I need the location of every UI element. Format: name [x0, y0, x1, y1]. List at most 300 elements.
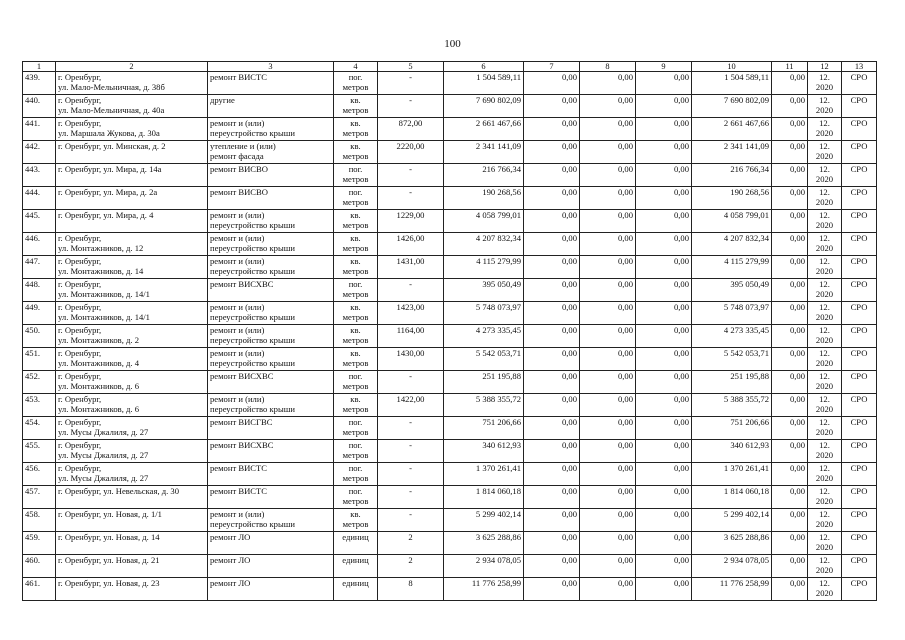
- work-type-cell: [208, 578, 334, 601]
- federal-funds-cell: 0,00: [524, 233, 580, 256]
- owner-funds-cell: 1 814 060,18: [692, 486, 772, 509]
- owner-funds-cell: 4 207 832,34: [692, 233, 772, 256]
- address-cell: [56, 371, 208, 394]
- completion-date-cell: [808, 141, 842, 164]
- regional-funds-cell: 0,00: [580, 72, 636, 95]
- work-type-cell: [208, 187, 334, 210]
- owner-funds-cell: 751 206,66: [692, 417, 772, 440]
- owner-funds-cell: 2 934 078,05: [692, 555, 772, 578]
- other-funds-cell: 0,00: [772, 532, 808, 555]
- owner-funds-cell: 216 766,34: [692, 164, 772, 187]
- regional-funds-cell: 0,00: [580, 95, 636, 118]
- quantity-cell: 2220,00: [378, 141, 444, 164]
- other-funds-cell: 0,00: [772, 118, 808, 141]
- cell-line: 2020: [815, 82, 834, 92]
- cell-line: г. Оренбург,: [58, 95, 102, 105]
- cell-line: 12.: [819, 348, 830, 358]
- cell-line: кв.: [350, 118, 361, 128]
- owner-funds-cell: 11 776 258,99: [692, 578, 772, 601]
- funding-source-cell: СРО: [842, 509, 877, 532]
- local-funds-cell: 0,00: [636, 233, 692, 256]
- total-cost-cell: 216 766,34: [444, 164, 524, 187]
- cell-line: ремонт и (или): [210, 509, 265, 519]
- unit-cell: [334, 555, 378, 578]
- local-funds-cell: 0,00: [636, 486, 692, 509]
- cell-line: пог.: [348, 72, 363, 82]
- federal-funds-cell: 0,00: [524, 302, 580, 325]
- cell-line: переустройство крыши: [210, 266, 295, 276]
- cell-line: пог.: [348, 440, 363, 450]
- cell-line: 12.: [819, 256, 830, 266]
- cell-line: ремонт и (или): [210, 233, 265, 243]
- cell-line: ремонт ВИСВО: [210, 164, 268, 174]
- unit-cell: [334, 256, 378, 279]
- cell-line: г. Оренбург,: [58, 463, 102, 473]
- address-cell: [56, 463, 208, 486]
- cell-line: переустройство крыши: [210, 335, 295, 345]
- quantity-cell: 1229,00: [378, 210, 444, 233]
- work-type-cell: [208, 417, 334, 440]
- unit-cell: [334, 532, 378, 555]
- cell-line: метров: [342, 473, 369, 483]
- cell-line: 2020: [815, 243, 834, 253]
- table-row: [23, 371, 877, 394]
- row-number-cell: 460.: [23, 555, 56, 578]
- cell-line: 12.: [819, 486, 830, 496]
- federal-funds-cell: 0,00: [524, 325, 580, 348]
- address-cell: [56, 141, 208, 164]
- cell-line: ремонт ВИСХВС: [210, 371, 274, 381]
- cell-line: кв.: [350, 233, 361, 243]
- funding-source-cell: СРО: [842, 210, 877, 233]
- cell-line: г. Оренбург,: [58, 394, 102, 404]
- total-cost-cell: 7 690 802,09: [444, 95, 524, 118]
- local-funds-cell: 0,00: [636, 187, 692, 210]
- completion-date-cell: [808, 164, 842, 187]
- address-cell: [56, 187, 208, 210]
- federal-funds-cell: 0,00: [524, 256, 580, 279]
- cell-line: 12.: [819, 279, 830, 289]
- row-number-cell: 454.: [23, 417, 56, 440]
- cell-line: г. Оренбург, ул. Новая, д. 23: [58, 578, 160, 588]
- cell-line: г. Оренбург, ул. Мира, д. 2а: [58, 187, 158, 197]
- regional-funds-cell: 0,00: [580, 555, 636, 578]
- address-cell: [56, 348, 208, 371]
- regional-funds-cell: 0,00: [580, 509, 636, 532]
- cell-line: ул. Монтажников, д. 12: [58, 243, 144, 253]
- work-type-cell: [208, 141, 334, 164]
- cell-line: кв.: [350, 509, 361, 519]
- regional-funds-cell: 0,00: [580, 118, 636, 141]
- federal-funds-cell: 0,00: [524, 417, 580, 440]
- cell-line: г. Оренбург,: [58, 417, 102, 427]
- table-row: [23, 486, 877, 509]
- row-number-cell: 447.: [23, 256, 56, 279]
- cell-line: 12.: [819, 302, 830, 312]
- local-funds-cell: 0,00: [636, 394, 692, 417]
- cell-line: ул. Монтажников, д. 6: [58, 381, 139, 391]
- local-funds-cell: 0,00: [636, 578, 692, 601]
- regional-funds-cell: 0,00: [580, 141, 636, 164]
- cell-line: 2020: [815, 473, 834, 483]
- address-cell: [56, 210, 208, 233]
- cell-line: г. Оренбург, ул. Невельская, д. 30: [58, 486, 179, 496]
- regional-funds-cell: 0,00: [580, 187, 636, 210]
- cell-line: 12.: [819, 555, 830, 565]
- owner-funds-cell: 4 273 335,45: [692, 325, 772, 348]
- unit-cell: [334, 509, 378, 532]
- completion-date-cell: [808, 187, 842, 210]
- other-funds-cell: 0,00: [772, 256, 808, 279]
- table-body: [23, 62, 877, 601]
- cell-line: г. Оренбург,: [58, 302, 102, 312]
- cell-line: 12.: [819, 532, 830, 542]
- cell-line: метров: [342, 450, 369, 460]
- other-funds-cell: 0,00: [772, 279, 808, 302]
- unit-cell: [334, 578, 378, 601]
- local-funds-cell: 0,00: [636, 509, 692, 532]
- cell-line: кв.: [350, 256, 361, 266]
- repair-schedule-table: [22, 61, 877, 601]
- other-funds-cell: 0,00: [772, 348, 808, 371]
- quantity-cell: 2: [378, 532, 444, 555]
- cell-line: 12.: [819, 118, 830, 128]
- federal-funds-cell: 0,00: [524, 141, 580, 164]
- row-number-cell: 445.: [23, 210, 56, 233]
- table-row: [23, 233, 877, 256]
- cell-line: 12.: [819, 187, 830, 197]
- regional-funds-cell: 0,00: [580, 256, 636, 279]
- cell-line: кв.: [350, 348, 361, 358]
- work-type-cell: [208, 118, 334, 141]
- work-type-cell: [208, 72, 334, 95]
- total-cost-cell: 5 299 402,14: [444, 509, 524, 532]
- cell-line: 12.: [819, 95, 830, 105]
- federal-funds-cell: 0,00: [524, 187, 580, 210]
- total-cost-cell: 5 542 053,71: [444, 348, 524, 371]
- federal-funds-cell: 0,00: [524, 279, 580, 302]
- cell-line: ул. Мусы Джалиля, д. 27: [58, 427, 149, 437]
- quantity-cell: 2: [378, 555, 444, 578]
- cell-line: метров: [342, 82, 369, 92]
- completion-date-cell: [808, 371, 842, 394]
- unit-cell: [334, 394, 378, 417]
- header-cell: 4: [334, 62, 378, 72]
- cell-line: метров: [342, 312, 369, 322]
- table-row: [23, 118, 877, 141]
- cell-line: 12.: [819, 394, 830, 404]
- local-funds-cell: 0,00: [636, 532, 692, 555]
- header-cell: 12: [808, 62, 842, 72]
- header-cell: 1: [23, 62, 56, 72]
- cell-line: 2020: [815, 542, 834, 552]
- cell-line: кв.: [350, 325, 361, 335]
- funding-source-cell: СРО: [842, 95, 877, 118]
- funding-source-cell: СРО: [842, 187, 877, 210]
- cell-line: 2020: [815, 128, 834, 138]
- address-cell: [56, 279, 208, 302]
- funding-source-cell: СРО: [842, 348, 877, 371]
- funding-source-cell: СРО: [842, 164, 877, 187]
- owner-funds-cell: 251 195,88: [692, 371, 772, 394]
- row-number-cell: 457.: [23, 486, 56, 509]
- table-row: [23, 141, 877, 164]
- row-number-cell: 456.: [23, 463, 56, 486]
- unit-cell: [334, 440, 378, 463]
- cell-line: переустройство крыши: [210, 404, 295, 414]
- quantity-cell: 1422,00: [378, 394, 444, 417]
- cell-line: пог.: [348, 371, 363, 381]
- unit-cell: [334, 118, 378, 141]
- completion-date-cell: [808, 302, 842, 325]
- unit-cell: [334, 279, 378, 302]
- cell-line: метров: [342, 220, 369, 230]
- regional-funds-cell: 0,00: [580, 394, 636, 417]
- regional-funds-cell: 0,00: [580, 279, 636, 302]
- federal-funds-cell: 0,00: [524, 394, 580, 417]
- cell-line: пог.: [348, 463, 363, 473]
- federal-funds-cell: 0,00: [524, 440, 580, 463]
- cell-line: единиц: [342, 555, 369, 565]
- regional-funds-cell: 0,00: [580, 463, 636, 486]
- federal-funds-cell: 0,00: [524, 210, 580, 233]
- table-row: [23, 440, 877, 463]
- cell-line: 12.: [819, 509, 830, 519]
- row-number-cell: 451.: [23, 348, 56, 371]
- federal-funds-cell: 0,00: [524, 164, 580, 187]
- owner-funds-cell: 5 748 073,97: [692, 302, 772, 325]
- cell-line: 12.: [819, 417, 830, 427]
- work-type-cell: [208, 440, 334, 463]
- owner-funds-cell: 5 299 402,14: [692, 509, 772, 532]
- cell-line: ремонт и (или): [210, 394, 265, 404]
- cell-line: 2020: [815, 565, 834, 575]
- federal-funds-cell: 0,00: [524, 118, 580, 141]
- cell-line: 2020: [815, 519, 834, 529]
- cell-line: г. Оренбург,: [58, 256, 102, 266]
- other-funds-cell: 0,00: [772, 371, 808, 394]
- cell-line: метров: [342, 266, 369, 276]
- total-cost-cell: 2 934 078,05: [444, 555, 524, 578]
- cell-line: 2020: [815, 289, 834, 299]
- total-cost-cell: 751 206,66: [444, 417, 524, 440]
- owner-funds-cell: 5 542 053,71: [692, 348, 772, 371]
- funding-source-cell: СРО: [842, 463, 877, 486]
- cell-line: ремонт ВИСТС: [210, 463, 268, 473]
- cell-line: метров: [342, 404, 369, 414]
- work-type-cell: [208, 371, 334, 394]
- cell-line: г. Оренбург, ул. Минская, д. 2: [58, 141, 166, 151]
- cell-line: 12.: [819, 141, 830, 151]
- work-type-cell: [208, 233, 334, 256]
- address-cell: [56, 302, 208, 325]
- completion-date-cell: [808, 325, 842, 348]
- row-number-cell: 458.: [23, 509, 56, 532]
- completion-date-cell: [808, 417, 842, 440]
- address-cell: [56, 118, 208, 141]
- unit-cell: [334, 371, 378, 394]
- quantity-cell: 1164,00: [378, 325, 444, 348]
- header-cell: 10: [692, 62, 772, 72]
- total-cost-cell: 1 814 060,18: [444, 486, 524, 509]
- address-cell: [56, 417, 208, 440]
- header-cell: 6: [444, 62, 524, 72]
- cell-line: г. Оренбург,: [58, 348, 102, 358]
- cell-line: 2020: [815, 312, 834, 322]
- cell-line: 12.: [819, 463, 830, 473]
- header-cell: 8: [580, 62, 636, 72]
- address-cell: [56, 486, 208, 509]
- completion-date-cell: [808, 279, 842, 302]
- local-funds-cell: 0,00: [636, 279, 692, 302]
- total-cost-cell: 5 388 355,72: [444, 394, 524, 417]
- header-cell: 3: [208, 62, 334, 72]
- page-number: 100: [444, 38, 461, 50]
- table-row: [23, 325, 877, 348]
- funding-source-cell: СРО: [842, 532, 877, 555]
- table-row: [23, 164, 877, 187]
- owner-funds-cell: 2 661 467,66: [692, 118, 772, 141]
- owner-funds-cell: 395 050,49: [692, 279, 772, 302]
- cell-line: 2020: [815, 496, 834, 506]
- address-cell: [56, 233, 208, 256]
- row-number-cell: 455.: [23, 440, 56, 463]
- federal-funds-cell: 0,00: [524, 532, 580, 555]
- cell-line: пог.: [348, 164, 363, 174]
- unit-cell: [334, 348, 378, 371]
- other-funds-cell: 0,00: [772, 72, 808, 95]
- other-funds-cell: 0,00: [772, 578, 808, 601]
- row-number-cell: 453.: [23, 394, 56, 417]
- cell-line: метров: [342, 128, 369, 138]
- total-cost-cell: 4 273 335,45: [444, 325, 524, 348]
- owner-funds-cell: 2 341 141,09: [692, 141, 772, 164]
- federal-funds-cell: 0,00: [524, 72, 580, 95]
- other-funds-cell: 0,00: [772, 394, 808, 417]
- table-row: [23, 72, 877, 95]
- header-cell: 2: [56, 62, 208, 72]
- column-number-header: [23, 62, 877, 72]
- cell-line: 12.: [819, 325, 830, 335]
- cell-line: ремонт ВИСТС: [210, 72, 268, 82]
- cell-line: г. Оренбург,: [58, 72, 102, 82]
- table-row: [23, 187, 877, 210]
- cell-line: 2020: [815, 220, 834, 230]
- cell-line: 2020: [815, 427, 834, 437]
- cell-line: 12.: [819, 371, 830, 381]
- cell-line: г. Оренбург,: [58, 233, 102, 243]
- cell-line: ул. Монтажников, д. 14: [58, 266, 144, 276]
- total-cost-cell: 1 504 589,11: [444, 72, 524, 95]
- table-row: [23, 348, 877, 371]
- completion-date-cell: [808, 348, 842, 371]
- owner-funds-cell: 1 504 589,11: [692, 72, 772, 95]
- total-cost-cell: 4 058 799,01: [444, 210, 524, 233]
- cell-line: ремонт и (или): [210, 348, 265, 358]
- address-cell: [56, 164, 208, 187]
- cell-line: 2020: [815, 335, 834, 345]
- funding-source-cell: СРО: [842, 578, 877, 601]
- total-cost-cell: 3 625 288,86: [444, 532, 524, 555]
- row-number-cell: 443.: [23, 164, 56, 187]
- funding-source-cell: СРО: [842, 325, 877, 348]
- address-cell: [56, 532, 208, 555]
- cell-line: 2020: [815, 174, 834, 184]
- federal-funds-cell: 0,00: [524, 578, 580, 601]
- address-cell: [56, 72, 208, 95]
- regional-funds-cell: 0,00: [580, 164, 636, 187]
- funding-source-cell: СРО: [842, 486, 877, 509]
- unit-cell: [334, 463, 378, 486]
- funding-source-cell: СРО: [842, 141, 877, 164]
- cell-line: переустройство крыши: [210, 358, 295, 368]
- cell-line: метров: [342, 519, 369, 529]
- cell-line: метров: [342, 243, 369, 253]
- owner-funds-cell: 4 115 279,99: [692, 256, 772, 279]
- address-cell: [56, 256, 208, 279]
- cell-line: переустройство крыши: [210, 312, 295, 322]
- table-row: [23, 279, 877, 302]
- cell-line: ремонт ВИСХВС: [210, 440, 274, 450]
- header-cell: 5: [378, 62, 444, 72]
- quantity-cell: -: [378, 164, 444, 187]
- total-cost-cell: 5 748 073,97: [444, 302, 524, 325]
- header-cell: 11: [772, 62, 808, 72]
- local-funds-cell: 0,00: [636, 210, 692, 233]
- cell-line: пог.: [348, 486, 363, 496]
- row-number-cell: 439.: [23, 72, 56, 95]
- cell-line: г. Оренбург, ул. Мира, д. 14а: [58, 164, 162, 174]
- table-row: [23, 463, 877, 486]
- table-row: [23, 256, 877, 279]
- other-funds-cell: 0,00: [772, 210, 808, 233]
- local-funds-cell: 0,00: [636, 371, 692, 394]
- completion-date-cell: [808, 256, 842, 279]
- regional-funds-cell: 0,00: [580, 371, 636, 394]
- cell-line: переустройство крыши: [210, 519, 295, 529]
- row-number-cell: 441.: [23, 118, 56, 141]
- other-funds-cell: 0,00: [772, 440, 808, 463]
- total-cost-cell: 2 661 467,66: [444, 118, 524, 141]
- cell-line: пог.: [348, 187, 363, 197]
- cell-line: метров: [342, 289, 369, 299]
- other-funds-cell: 0,00: [772, 509, 808, 532]
- header-cell: 7: [524, 62, 580, 72]
- quantity-cell: -: [378, 187, 444, 210]
- cell-line: 12.: [819, 72, 830, 82]
- cell-line: ул. Мало-Мельничная, д. 38б: [58, 82, 165, 92]
- cell-line: единиц: [342, 578, 369, 588]
- local-funds-cell: 0,00: [636, 348, 692, 371]
- table-row: [23, 532, 877, 555]
- total-cost-cell: 190 268,56: [444, 187, 524, 210]
- unit-cell: [334, 302, 378, 325]
- quantity-cell: -: [378, 279, 444, 302]
- address-cell: [56, 325, 208, 348]
- cell-line: ремонт ВИСХВС: [210, 279, 274, 289]
- owner-funds-cell: 3 625 288,86: [692, 532, 772, 555]
- quantity-cell: -: [378, 371, 444, 394]
- federal-funds-cell: 0,00: [524, 95, 580, 118]
- funding-source-cell: СРО: [842, 371, 877, 394]
- funding-source-cell: СРО: [842, 302, 877, 325]
- local-funds-cell: 0,00: [636, 302, 692, 325]
- cell-line: г. Оренбург,: [58, 371, 102, 381]
- header-cell: 13: [842, 62, 877, 72]
- funding-source-cell: СРО: [842, 555, 877, 578]
- cell-line: 2020: [815, 151, 834, 161]
- completion-date-cell: [808, 233, 842, 256]
